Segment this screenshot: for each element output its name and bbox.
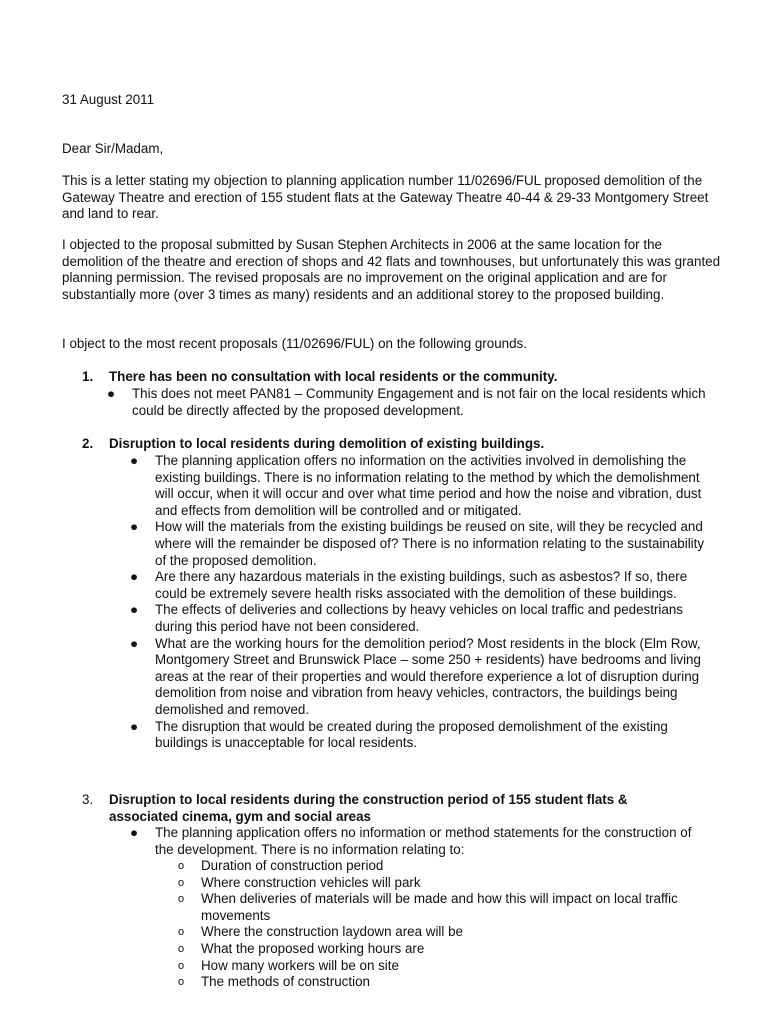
- list-item-text: Are there any hazardous materials in the existing buildings, such as asbestos? If so, there could be extremely severe health risks associated with the demolition of these buildings.: [155, 569, 688, 601]
- bullet-icon: ●: [130, 453, 139, 468]
- letter-date: 31 August 2011: [62, 92, 155, 107]
- sub-list-item: [178, 974, 698, 991]
- circle-bullet-icon: o: [178, 860, 185, 872]
- list-item-text: This does not meet PAN81 – Community Engagement and is not fair on the local residents which could be directly affected by the proposed development.: [132, 386, 706, 418]
- bullet-icon: ●: [107, 386, 116, 401]
- list-item-text: How will the materials from the existing buildings be reused on site, will they be recycled and where will the remainder be disposed of? There is no information relating to the sustainability of the proposed demolition.: [155, 519, 705, 568]
- sub-list-item-text: How many workers will be on site: [201, 957, 399, 973]
- list-item: [130, 569, 710, 602]
- list-item-text: The effects of deliveries and collections by heavy vehicles on local traffic and pedestrians during this period have not been considered.: [155, 602, 683, 634]
- list-item: [130, 453, 710, 519]
- section-number: 3.: [82, 792, 94, 807]
- circle-bullet-icon: o: [178, 959, 185, 972]
- letter-greeting: Dear Sir/Madam,: [62, 141, 164, 156]
- list-item-text: The planning application offers no information on the activities involved in demolishing the existing buildings. There is no information relating to the method by which the demolishment will occur, when it will occur and over what time period and how the noise and vibration, dust and effects from demolition will be controlled and or mitigated.: [155, 453, 702, 518]
- list-item-text: The planning application offers no information or method statements for the construction of the development. There is no information relating to:: [155, 825, 692, 857]
- section-heading-3: [82, 792, 702, 826]
- list-item-text: What are the working hours for the demolition period? Most residents in the block (Elm Row, Montgomery Street and Brunswick Place – some 250 + residents) have bedrooms and living areas at the rear of their properties and would therefore experience a lot of disruption during demolition from noise and vibration from heavy vehicles, contractors, the buildings being demolished and removed.: [155, 635, 701, 717]
- bullet-icon: ●: [130, 519, 139, 535]
- bullet-icon: ●: [130, 602, 139, 618]
- list-item: [107, 386, 707, 419]
- sub-list-item: [178, 958, 698, 975]
- section-title: Disruption to local residents during the construction period of 155 student flats & associated cinema, gym and social areas: [109, 792, 628, 824]
- sub-list-item-text: When deliveries of materials will be made and how this will impact on local traffic movements: [201, 891, 678, 923]
- intro-paragraph: This is a letter stating my objection to planning application number 11/02696/FUL proposed demolition of the Gateway Theatre and erection of 155 student flats at the Gateway Theatre 40-44 & 29-33 Montgomery Street and land to rear.: [62, 173, 709, 222]
- list-item: [130, 719, 710, 752]
- sub-list-item-text: Duration of construction period: [201, 858, 384, 873]
- section-3-bullets: [130, 825, 710, 858]
- section-title: Disruption to local residents during demolition of existing buildings.: [109, 436, 545, 451]
- bullet-icon: ●: [130, 635, 139, 651]
- circle-bullet-icon: o: [178, 893, 185, 906]
- list-item: [130, 825, 710, 858]
- sub-list-item: [178, 875, 698, 892]
- sub-list-item: [178, 891, 698, 924]
- grounds-paragraph: I object to the most recent proposals (11/02696/FUL) on the following grounds.: [62, 336, 527, 351]
- bullet-icon: ●: [130, 569, 139, 585]
- section-heading-1: [82, 369, 702, 386]
- sub-list-item-text: Where construction vehicles will park: [201, 874, 421, 890]
- circle-bullet-icon: o: [178, 942, 185, 955]
- bullet-icon: ●: [130, 718, 139, 734]
- circle-bullet-icon: o: [178, 976, 185, 989]
- list-item: [130, 636, 710, 719]
- section-number: 1.: [82, 369, 94, 384]
- circle-bullet-icon: o: [178, 876, 185, 889]
- sub-list-item: [178, 941, 698, 958]
- sub-list-item-text: The methods of construction: [201, 974, 370, 990]
- sub-list-item-text: Where the construction laydown area will be: [201, 924, 463, 940]
- sub-list-item: [178, 858, 698, 875]
- section-1-bullets: [107, 386, 707, 419]
- list-item: [130, 602, 710, 635]
- section-heading-2: [82, 436, 702, 453]
- sub-list-item-text: What the proposed working hours are: [201, 940, 425, 956]
- history-paragraph: I objected to the proposal submitted by Susan Stephen Architects in 2006 at the same location for the demolition of the theatre and erection of shops and 42 flats and townhouses, but unfortunately this was granted planning permission. The revised proposals are no improvement on the original application and are for substantially more (over 3 times as many) residents and an additional storey to the proposed building.: [62, 237, 721, 302]
- section-title: There has been no consultation with local residents or the community.: [109, 369, 558, 384]
- list-item: [130, 519, 710, 569]
- circle-bullet-icon: o: [178, 926, 185, 939]
- section-number: 2.: [82, 436, 94, 451]
- section-3-sub-bullets: [178, 858, 698, 991]
- sub-list-item: [178, 924, 698, 941]
- list-item-text: The disruption that would be created during the proposed demolishment of the existing buildings is unacceptable for local residents.: [155, 718, 668, 751]
- bullet-icon: ●: [130, 825, 139, 840]
- section-2-bullets: [130, 453, 710, 752]
